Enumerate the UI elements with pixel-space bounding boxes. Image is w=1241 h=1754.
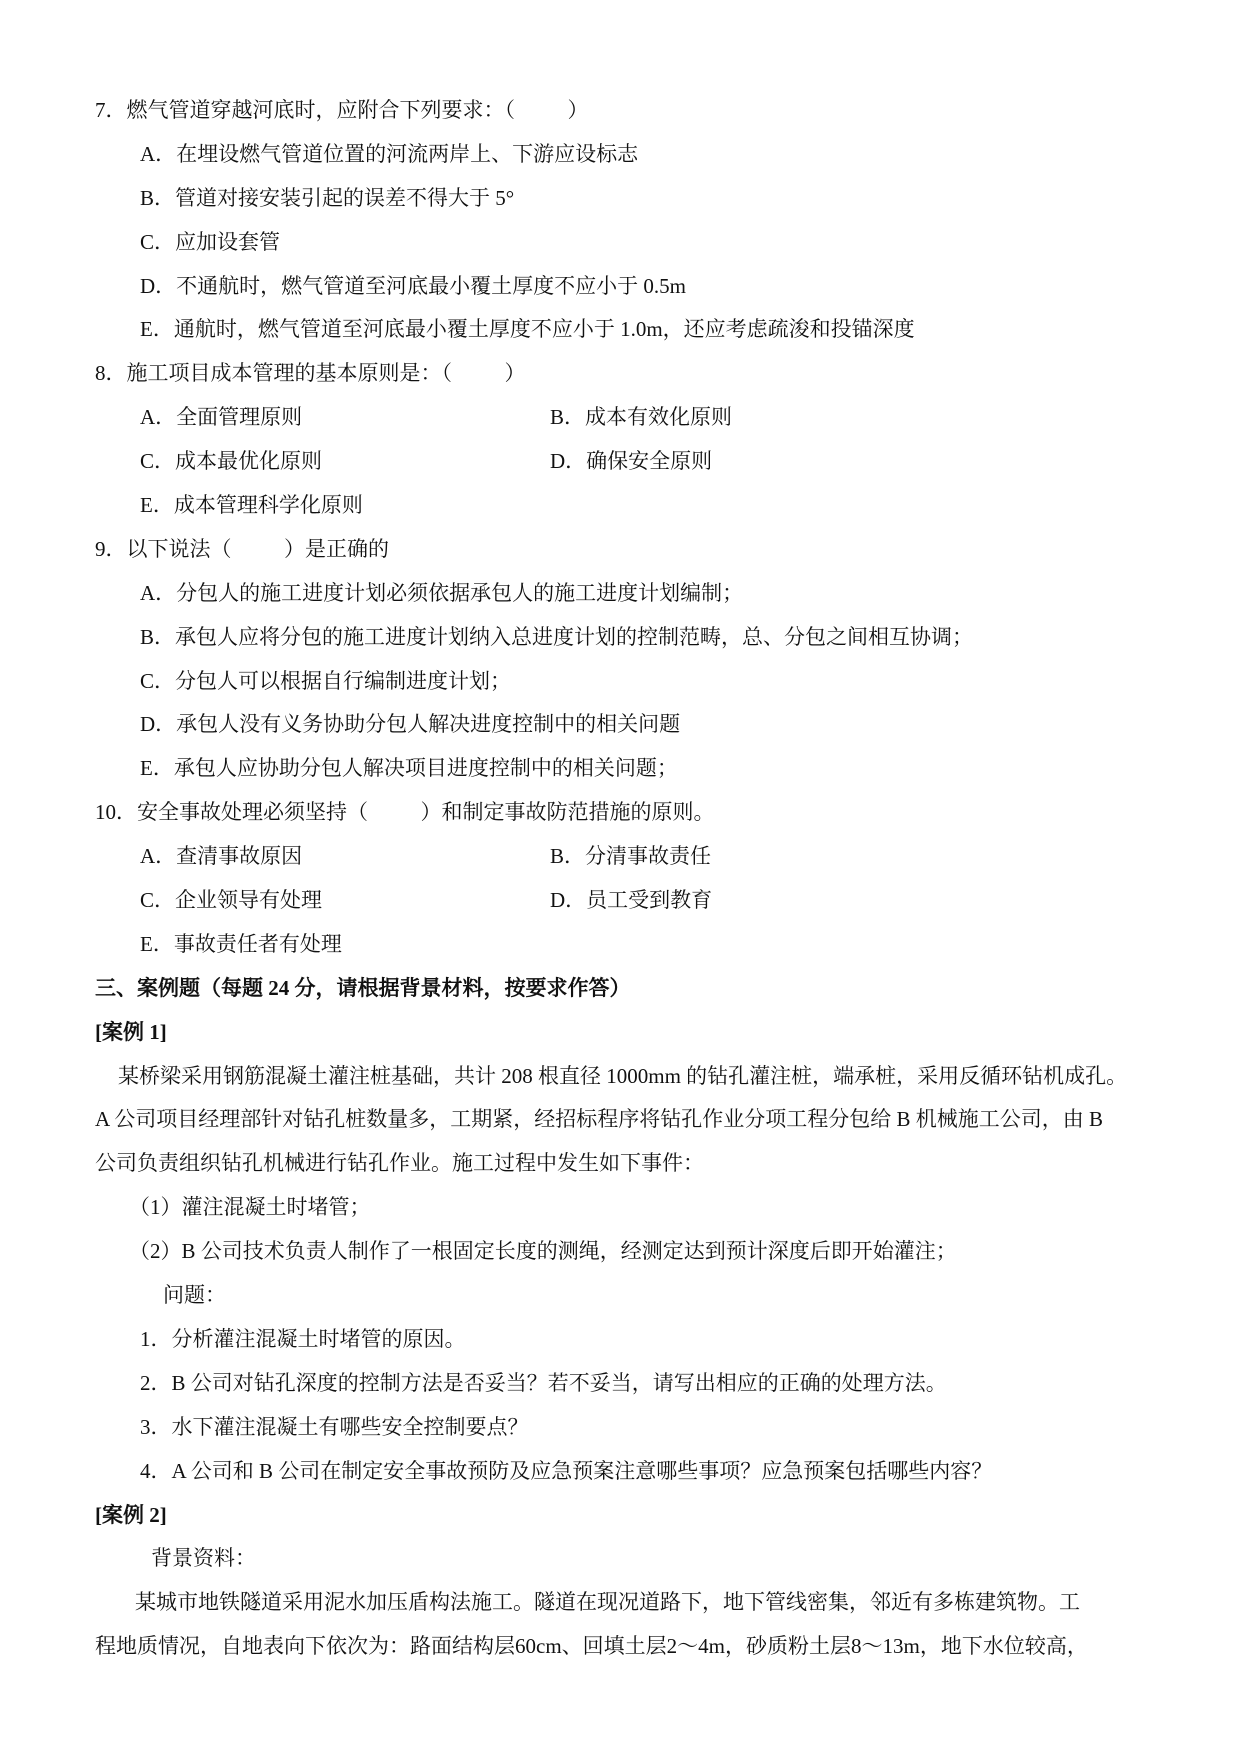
section-title: 三、案例题（每题 24 分，请根据背景材料，按要求作答） [95,975,631,1000]
option-line [0,308,1241,352]
event-line [0,1230,1241,1274]
question-7 [0,89,1241,352]
question-line [0,791,1241,835]
option-line [0,616,1241,660]
case-1-event-1: （1）灌注混凝土时堵管； [129,1195,371,1220]
background-label-line [0,1537,1241,1581]
question-8-option-d: D．确保安全原则 [550,449,713,474]
question-7-option-c: C．应加设套管 [140,229,281,254]
case-1-question-2: 2．B 公司对钻孔深度的控制方法是否妥当？若不妥当，请写出相应的正确的处理方法。 [140,1370,947,1395]
option-line [0,133,1241,177]
question-10-option-a: A．查清事故原因 [140,844,303,869]
option-line [0,572,1241,616]
question-10-option-b: B．分清事故责任 [550,844,712,869]
question-7-option-a: A．在埋设燃气管道位置的河流两岸上、下游应设标志 [140,141,639,166]
question-8-option-b: B．成本有效化原则 [550,405,733,430]
paragraph-line [0,1142,1241,1186]
question-9-option-c: C．分包人可以根据自行编制进度计划； [140,668,512,693]
option-line [0,747,1241,791]
question-10-option-c: C．企业领导有处理 [140,888,323,913]
question-10-stem: 10．安全事故处理必须坚持（ ）和制定事故防范措施的原则。 [95,800,715,825]
question-8-option-a: A．全面管理原则 [140,405,303,430]
question-9 [0,528,1241,791]
section-title-line [0,967,1241,1011]
case-2-heading: [案例 2] [95,1502,167,1527]
case-1-event-2: （2）B 公司技术负责人制作了一根固定长度的测绳，经测定达到预计深度后即开始灌注； [129,1239,957,1264]
paragraph-line [0,1098,1241,1142]
question-8-stem: 8．施工项目成本管理的基本原则是：（ ） [95,361,526,386]
option-row [0,879,1241,923]
question-line [0,352,1241,396]
question-8 [0,352,1241,528]
case-heading-line [0,1011,1241,1055]
case-question-line [0,1406,1241,1450]
case-question-line [0,1318,1241,1362]
question-line [0,528,1241,572]
case-1-paragraph-line-3: 公司负责组织钻孔机械进行钻孔作业。施工过程中发生如下事件： [95,1151,704,1176]
question-7-stem: 7．燃气管道穿越河底时，应附合下列要求：（ ） [95,98,589,122]
question-7-option-d: D．不通航时，燃气管道至河底最小覆土厚度不应小于 0.5m [140,273,686,298]
case-1-heading: [案例 1] [95,1019,167,1044]
option-line [0,265,1241,309]
case-question-line [0,1450,1241,1494]
option-row [0,396,1241,440]
option-line [0,703,1241,747]
question-9-option-a: A．分包人的施工进度计划必须依据承包人的施工进度计划编制； [140,580,744,605]
question-9-option-b: B．承包人应将分包的施工进度计划纳入总进度计划的控制范畴，总、分包之间相互协调； [140,624,974,649]
question-10-option-d: D．员工受到教育 [550,888,713,913]
option-line [0,221,1241,265]
case-1 [0,1011,1241,1494]
option-row [0,440,1241,484]
question-10 [0,791,1241,967]
option-row [0,923,1241,967]
case-1-question-3: 3．水下灌注混凝土有哪些安全控制要点？ [140,1414,529,1439]
question-9-stem: 9．以下说法（ ）是正确的 [95,536,389,561]
paragraph-line [0,1055,1241,1099]
paragraph-line [0,1581,1241,1625]
case-2-paragraph-line-2: 程地质情况，自地表向下依次为：路面结构层60cm、回填土层2～4m，砂质粉土层8～13m，地下水位较高， [95,1634,1088,1659]
event-line [0,1186,1241,1230]
option-row [0,835,1241,879]
question-9-option-d: D．承包人没有义务协助分包人解决进度控制中的相关问题 [140,712,681,737]
option-line [0,660,1241,704]
case-1-question-4: 4．A 公司和 B 公司在制定安全事故预防及应急预案注意哪些事项？应急预案包括哪些内容？ [140,1458,993,1483]
question-8-option-c: C．成本最优化原则 [140,449,323,474]
case-2-paragraph-line-1: 某城市地铁隧道采用泥水加压盾构法施工。隧道在现况道路下，地下管线密集，邻近有多栋建筑物。工 [135,1590,1080,1615]
question-10-option-e: E．事故责任者有处理 [140,931,342,956]
option-line [0,177,1241,221]
case-2 [0,1494,1241,1670]
option-row [0,484,1241,528]
question-8-option-e: E．成本管理科学化原则 [140,493,363,518]
paragraph-line [0,1625,1241,1669]
questions-label-line [0,1274,1241,1318]
question-9-option-e: E．承包人应协助分包人解决项目进度控制中的相关问题； [140,756,678,781]
case-1-question-1: 1．分析灌注混凝土时堵管的原因。 [140,1326,466,1351]
case-heading-line [0,1494,1241,1538]
case-2-background-label: 背景资料： [151,1546,256,1571]
case-1-paragraph-line-1: 某桥梁采用钢筋混凝土灌注桩基础，共计 208 根直径 1000mm 的钻孔灌注桩，端承桩，采用反循环钻机成孔。 [118,1063,1128,1088]
case-1-questions-label: 问题： [163,1283,226,1308]
case-1-paragraph-line-2: A 公司项目经理部针对钻孔桩数量多，工期紧，经招标程序将钻孔作业分项工程分包给 B 机械施工公司，由 B [95,1107,1104,1132]
case-question-line [0,1362,1241,1406]
question-7-option-b: B．管道对接安装引起的误差不得大于 5° [140,185,515,210]
question-line [0,89,1241,133]
question-7-option-e: E．通航时，燃气管道至河底最小覆土厚度不应小于 1.0m，还应考虑疏浚和投锚深度 [140,317,915,342]
